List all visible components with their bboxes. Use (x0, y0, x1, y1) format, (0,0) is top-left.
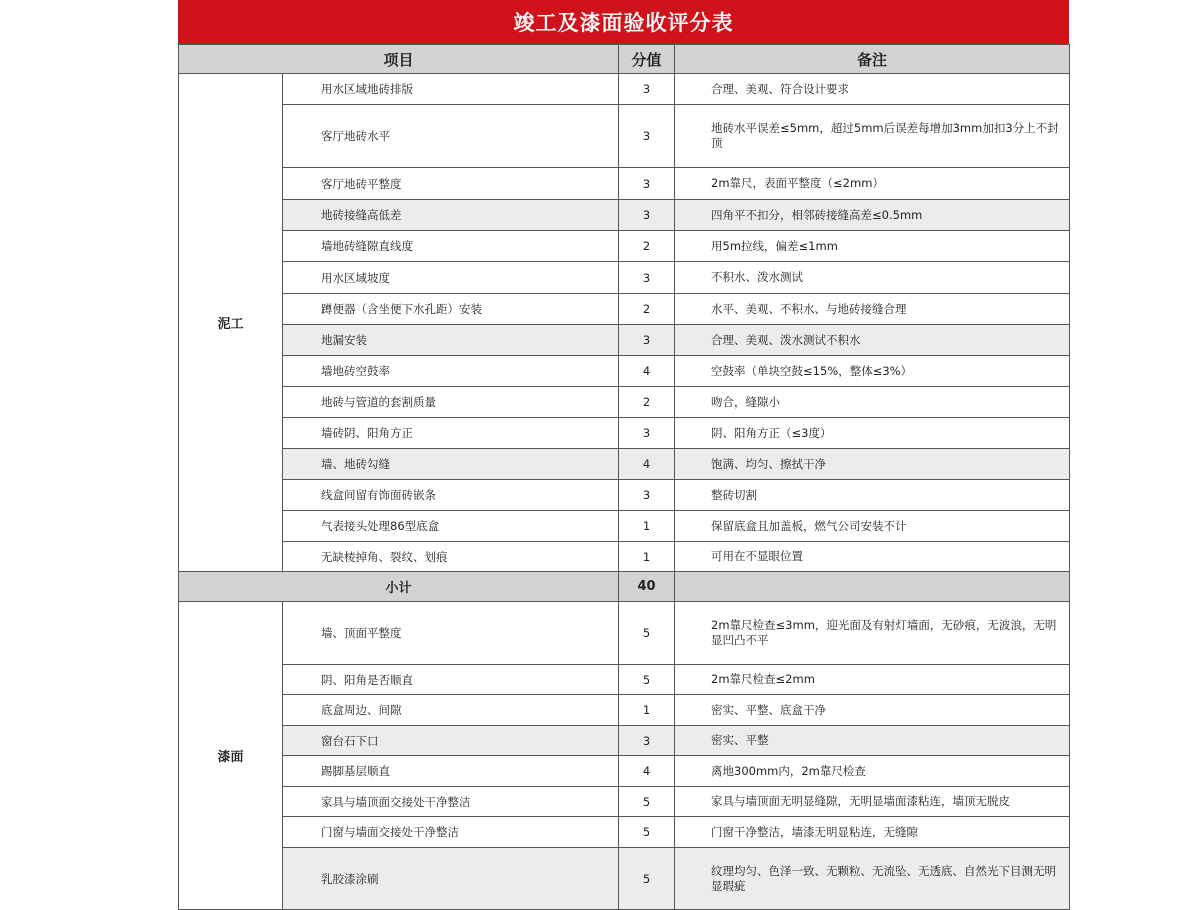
score-table (178, 44, 1070, 910)
score-cell: 1 (619, 542, 675, 572)
score-cell: 3 (619, 168, 675, 200)
header-note: 备注 (675, 45, 1070, 74)
note-cell: 可用在不显眼位置 (675, 542, 1070, 572)
note-cell: 密实、平整 (675, 726, 1070, 756)
item-cell: 客厅地砖水平 (283, 105, 619, 168)
item-cell: 墙地砖空鼓率 (283, 356, 619, 387)
note-cell: 2m靠尺检查≤2mm (675, 665, 1070, 695)
item-cell: 线盒间留有饰面砖嵌条 (283, 480, 619, 511)
item-cell: 底盒周边、间隙 (283, 695, 619, 726)
score-cell: 3 (619, 726, 675, 756)
score-sheet (178, 0, 1069, 910)
item-cell: 地漏安装 (283, 325, 619, 356)
table-row (179, 168, 1070, 200)
table-row (179, 756, 1070, 787)
header-score: 分值 (619, 45, 675, 74)
score-cell: 5 (619, 817, 675, 848)
subtotal-label: 小计 (179, 572, 619, 602)
note-cell: 家具与墙顶面无明显缝隙，无明显墙面漆粘连，墙顶无脱皮 (675, 787, 1070, 817)
note-cell: 饱满、均匀、擦拭干净 (675, 449, 1070, 480)
note-cell: 空鼓率（单块空鼓≤15%，整体≤3%） (675, 356, 1070, 387)
score-cell: 3 (619, 74, 675, 105)
score-cell: 2 (619, 231, 675, 262)
note-cell: 合理、美观、符合设计要求 (675, 74, 1070, 105)
note-cell: 四角平不扣分，相邻砖接缝高差≤0.5mm (675, 200, 1070, 231)
score-cell: 1 (619, 695, 675, 726)
score-cell: 3 (619, 105, 675, 168)
table-row (179, 542, 1070, 572)
item-cell: 客厅地砖平整度 (283, 168, 619, 200)
score-cell: 4 (619, 756, 675, 787)
item-cell: 墙地砖缝隙直线度 (283, 231, 619, 262)
note-cell: 水平、美观、不积水、与地砖接缝合理 (675, 294, 1070, 325)
table-body (179, 74, 1070, 910)
table-row (179, 294, 1070, 325)
item-cell: 用水区域坡度 (283, 262, 619, 294)
table-row (179, 848, 1070, 910)
item-cell: 用水区域地砖排版 (283, 74, 619, 105)
score-cell: 4 (619, 356, 675, 387)
note-cell: 保留底盒且加盖板，燃气公司安装不计 (675, 511, 1070, 542)
score-cell: 4 (619, 449, 675, 480)
item-cell: 门窗与墙面交接处干净整洁 (283, 817, 619, 848)
item-cell: 地砖接缝高低差 (283, 200, 619, 231)
table-row (179, 356, 1070, 387)
score-cell: 3 (619, 262, 675, 294)
score-cell: 2 (619, 387, 675, 418)
score-cell: 5 (619, 787, 675, 817)
score-cell: 5 (619, 665, 675, 695)
header-row (179, 45, 1070, 74)
score-cell: 3 (619, 418, 675, 449)
note-cell: 密实、平整、底盒干净 (675, 695, 1070, 726)
score-cell: 1 (619, 511, 675, 542)
item-cell: 乳胶漆涂刷 (283, 848, 619, 910)
note-cell: 阴、阳角方正（≤3度） (675, 418, 1070, 449)
header-item: 项目 (179, 45, 619, 74)
note-cell: 用5m拉线，偏差≤1mm (675, 231, 1070, 262)
score-cell: 3 (619, 480, 675, 511)
note-cell: 离地300mm内，2m靠尺检查 (675, 756, 1070, 787)
item-cell: 气表接头处理86型底盒 (283, 511, 619, 542)
score-cell: 5 (619, 602, 675, 665)
note-cell: 门窗干净整洁，墙漆无明显粘连，无缝隙 (675, 817, 1070, 848)
table-row (179, 74, 1070, 105)
table-row (179, 511, 1070, 542)
note-cell: 合理、美观、泼水测试不积水 (675, 325, 1070, 356)
item-cell: 窗台石下口 (283, 726, 619, 756)
table-row (179, 726, 1070, 756)
score-cell: 3 (619, 200, 675, 231)
item-cell: 墙、顶面平整度 (283, 602, 619, 665)
category-cell: 泥工 (179, 74, 283, 572)
table-row (179, 665, 1070, 695)
sheet-title: 竣工及漆面验收评分表 (178, 0, 1069, 44)
category-cell: 漆面 (179, 602, 283, 910)
subtotal-note (675, 572, 1070, 602)
note-cell: 2m靠尺检查≤3mm，迎光面及有射灯墙面，无砂痕，无波浪，无明显凹凸不平 (675, 602, 1070, 665)
score-cell: 5 (619, 848, 675, 910)
note-cell: 地砖水平误差≤5mm，超过5mm后误差每增加3mm加扣3分上不封顶 (675, 105, 1070, 168)
item-cell: 踢脚基层顺直 (283, 756, 619, 787)
table-row (179, 449, 1070, 480)
note-cell: 吻合，缝隙小 (675, 387, 1070, 418)
table-row (179, 325, 1070, 356)
table-row (179, 262, 1070, 294)
note-cell: 整砖切割 (675, 480, 1070, 511)
note-cell: 纹理均匀、色泽一致、无颗粒、无流坠、无透底、自然光下目测无明显瑕疵 (675, 848, 1070, 910)
table-row (179, 200, 1070, 231)
table-row (179, 817, 1070, 848)
note-cell: 不积水、泼水测试 (675, 262, 1070, 294)
table-row (179, 418, 1070, 449)
item-cell: 墙砖阴、阳角方正 (283, 418, 619, 449)
score-cell: 3 (619, 325, 675, 356)
table-row (179, 105, 1070, 168)
item-cell: 家具与墙顶面交接处干净整洁 (283, 787, 619, 817)
table-row (179, 695, 1070, 726)
item-cell: 墙、地砖勾缝 (283, 449, 619, 480)
score-cell: 2 (619, 294, 675, 325)
subtotal-row (179, 572, 1070, 602)
item-cell: 阴、阳角是否顺直 (283, 665, 619, 695)
table-row (179, 231, 1070, 262)
item-cell: 蹲便器（含坐便下水孔距）安装 (283, 294, 619, 325)
note-cell: 2m靠尺，表面平整度（≤2mm） (675, 168, 1070, 200)
table-row (179, 602, 1070, 665)
subtotal-value: 40 (619, 572, 675, 602)
item-cell: 无缺棱掉角、裂纹、划痕 (283, 542, 619, 572)
item-cell: 地砖与管道的套割质量 (283, 387, 619, 418)
table-row (179, 787, 1070, 817)
table-row (179, 387, 1070, 418)
table-row (179, 480, 1070, 511)
